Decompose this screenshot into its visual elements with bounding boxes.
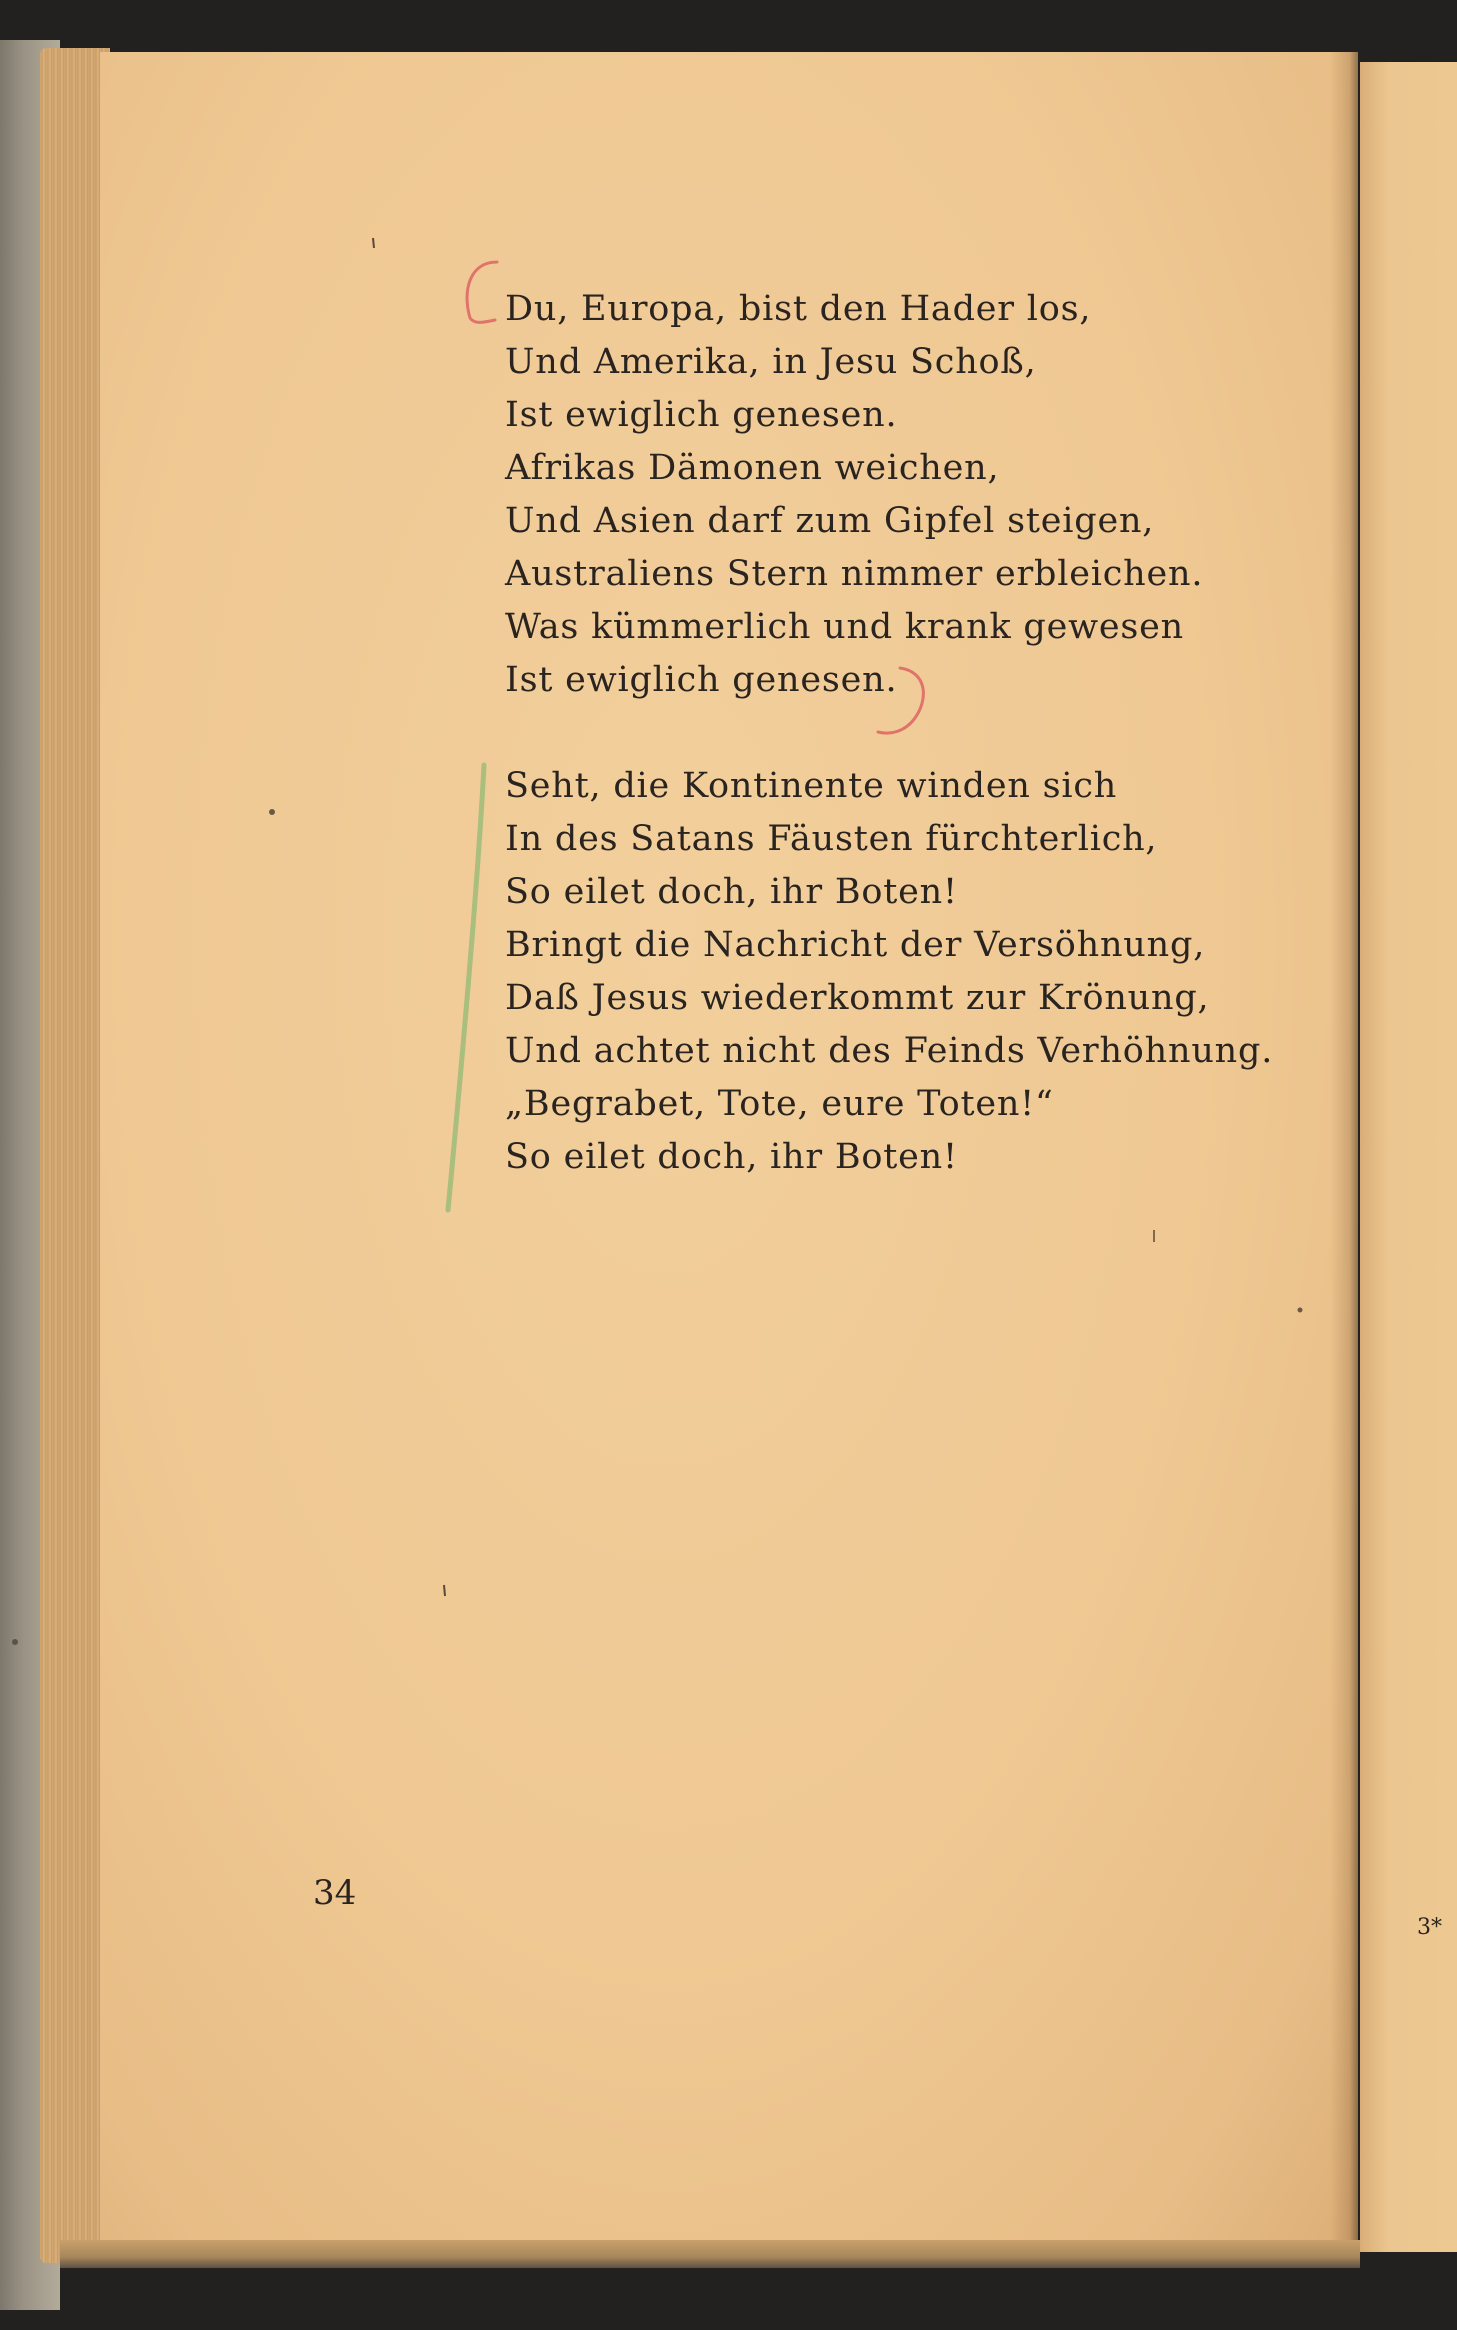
poem-line: Afrikas Dämonen weichen, [505,448,1000,488]
poem-line: So eilet doch, ihr Boten! [505,872,958,912]
poem-line: Ist ewiglich genesen. [505,660,898,700]
page-number: 34 [313,1873,357,1913]
printer-signature-mark: 3* [1417,1915,1442,1940]
poem-line: Bringt die Nachricht der Versöhnung, [505,925,1206,965]
poem-line: Und Amerika, in Jesu Schoß, [505,342,1037,382]
poem-line: So eilet doch, ihr Boten! [505,1137,958,1177]
poem-line: Was kümmerlich und krank gewesen [505,607,1185,647]
book-gutter [1330,52,1358,2247]
poem-line: Daß Jesus wiederkommt zur Krönung, [505,978,1210,1018]
poem-line: In des Satans Fäusten fürchterlich, [505,819,1158,859]
book-bottom-edge [60,2240,1360,2268]
poem-stanza-2 [505,760,1273,1184]
poem-line: Du, Europa, bist den Hader los, [505,289,1092,329]
poem-stanza-1 [505,283,1203,707]
right-page [1360,62,1457,2252]
poem-line: Australiens Stern nimmer erbleichen. [505,554,1204,594]
poem-line: Und achtet nicht des Feinds Verhöhnung. [505,1031,1274,1071]
poem-line: „Begrabet, Tote, eure Toten!“ [505,1084,1054,1124]
poem-line: Seht, die Kontinente winden sich [505,766,1118,806]
poem-line: Ist ewiglich genesen. [505,395,898,435]
poem-line: Und Asien darf zum Gipfel steigen, [505,501,1155,541]
